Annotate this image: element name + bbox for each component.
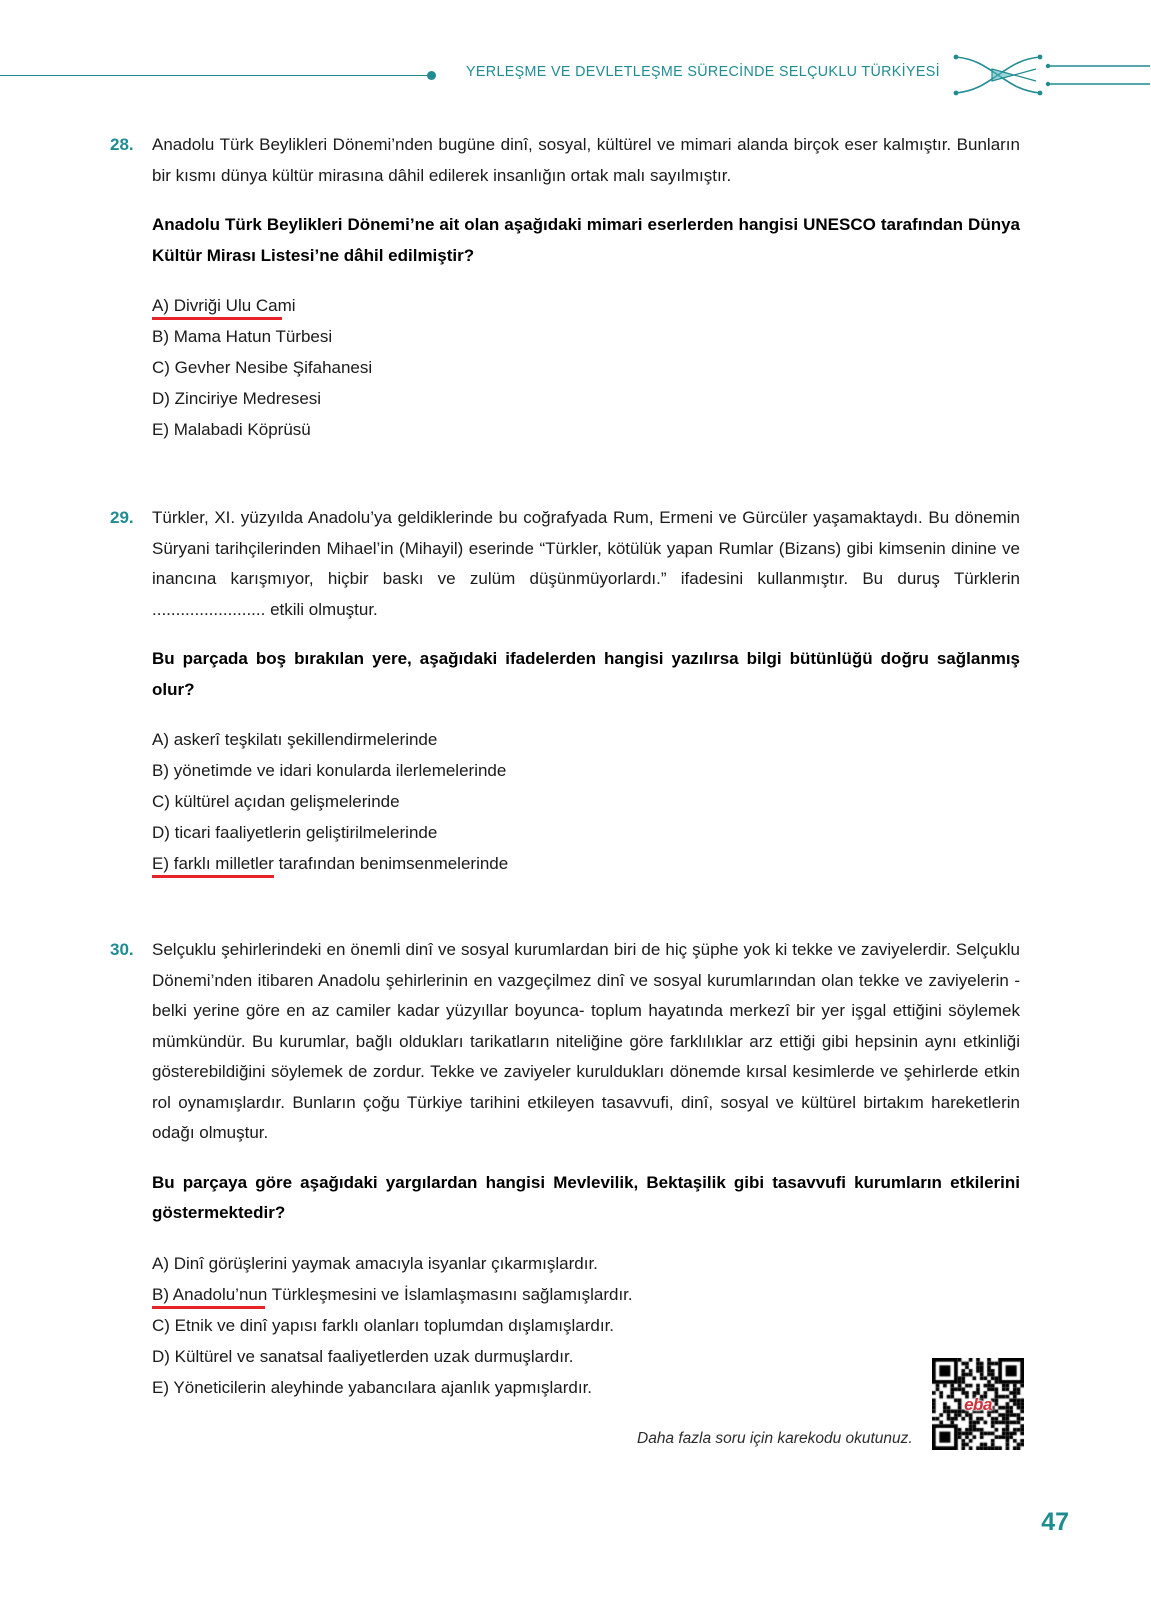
question-28-option-a[interactable]: A) Divriği Ulu Cami	[152, 290, 1020, 321]
question-29-option-e[interactable]: E) farklı milletler tarafından benimsenmelerinde	[152, 848, 1020, 879]
question-spacer-2	[110, 879, 1020, 935]
question-28-option-e[interactable]: E) Malabadi Köprüsü	[152, 420, 311, 439]
question-30-option-c[interactable]: C) Etnik ve dinî yapısı farklı olanları toplumdan dışlamışlardır.	[152, 1315, 615, 1335]
question-28	[110, 130, 1020, 445]
question-29-option-a[interactable]: A) askerî teşkilatı şekillendirmelerinde	[152, 730, 438, 749]
question-28-option-b[interactable]: B) Mama Hatun Türbesi	[152, 327, 333, 346]
question-29-option-b[interactable]: B) yönetimde ve idari konularda ilerlemelerinde	[152, 761, 507, 780]
page-number: 47	[1041, 1508, 1069, 1536]
header-bullet-dot	[427, 71, 436, 80]
question-29	[110, 503, 1020, 879]
question-29-option-c[interactable]: C) kültürel açıdan gelişmelerinde	[152, 792, 400, 811]
qr-brand-logo: eba	[964, 1394, 992, 1414]
question-30-number: 30.	[110, 940, 134, 959]
question-29-options	[152, 724, 1020, 879]
question-30-option-d[interactable]: D) Kültürel ve sanatsal faaliyetlerden uzak durmuşlardır.	[152, 1346, 574, 1366]
question-28-stem: Anadolu Türk Beylikleri Dönemi’nden bugüne dinî, sosyal, kültürel ve mimari alanda birçok eser kalmıştır. Bunların bir kısmı dünya kültür mirasına dâhil edilerek insanlığın ortak malı sayılmıştır.	[152, 135, 1020, 185]
qr-caption: Daha fazla soru için karekodu okutunuz.	[637, 1430, 913, 1447]
question-spacer-1	[110, 445, 1020, 503]
question-30-options	[152, 1248, 1020, 1403]
page-header	[0, 0, 1151, 108]
question-28-prompt: Anadolu Türk Beylikleri Dönemi’ne ait olan aşağıdaki mimari eserlerden hangisi UNESCO tarafından Dünya Kültür Mirası Listesi’ne dâhil edilmiştir?	[152, 215, 1020, 265]
question-29-prompt: Bu parçada boş bırakılan yere, aşağıdaki ifadelerden hangisi yazılırsa bilgi bütünlüğü doğru sağlanmış olur?	[152, 649, 1020, 699]
question-30	[110, 935, 1020, 1403]
question-30-prompt: Bu parçaya göre aşağıdaki yargılardan hangisi Mevlevilik, Bektaşilik gibi tasavvufi kurumların etkilerini göstermektedir?	[152, 1172, 1020, 1222]
question-28-option-c[interactable]: C) Gevher Nesibe Şifahanesi	[152, 358, 373, 377]
question-28-options	[152, 290, 1020, 445]
question-29-option-d[interactable]: D) ticari faaliyetlerin geliştirilmelerinde	[152, 823, 438, 842]
qr-code[interactable]	[932, 1358, 1024, 1450]
question-30-option-e[interactable]: E) Yöneticilerin aleyhinde yabancılara ajanlık yapmışlardır.	[152, 1377, 593, 1397]
question-30-option-a[interactable]: A) Dinî görüşlerini yaymak amacıyla isyanlar çıkarmışlardır.	[152, 1253, 598, 1273]
question-28-number: 28.	[110, 135, 134, 154]
header-rule	[0, 75, 432, 76]
question-28-option-d[interactable]: D) Zinciriye Medresesi	[152, 389, 322, 408]
questions-container	[110, 130, 1020, 1403]
question-30-option-b[interactable]: B) Anadolu’nun Türkleşmesini ve İslamlaşmasını sağlamışlardır.	[152, 1279, 1020, 1310]
header-ornament-icon	[952, 52, 1151, 100]
question-29-stem: Türkler, XI. yüzyılda Anadolu’ya geldiklerinde bu coğrafyada Rum, Ermeni ve Gürcüler yaşamaktaydı. Bu dönemin Süryani tarihçilerinden Mihael’in (Mihayil) eserinde “Türkler, kötülük yapan Rumlar (Bizans) gibi kimsenin dinine ve inancına karışmıyor, hiçbir baskı ve zulüm düşünmüyorlardı.” ifadesini kullanmıştır. Bu duruş Türklerin ........................ etkili olmuştur.	[152, 508, 1020, 619]
header-title: YERLEŞME VE DEVLETLEŞME SÜRECİNDE SELÇUKLU TÜRKİYESİ	[466, 64, 940, 80]
question-30-stem: Selçuklu şehirlerindeki en önemli dinî ve sosyal kurumlardan biri de hiç şüphe yok ki tekke ve zaviyelerdir. Selçuklu Dönemi’nden itibaren Anadolu şehirlerinin en vazgeçilmez dinî ve sosyal kurumlarından olan tekke ve zaviyelerin -belki yerine göre en az camiler kadar yüzyıllar boyunca- toplum hayatında merkezî bir yer işgal ettiğini söylemek mümkündür. Bu kurumlar, bağlı oldukları tarikatların niteliğine göre farklılıklar arz ettiği gibi hepsinin aynı etkinliği gösterebildiğini söylemek de zordur. Tekke ve zaviyeler kuruldukları dönemde kırsal kesimlerde ve şehirlerde etkin rol oynamışlardır. Bunların çoğu Türkiye tarihini etkileyen tasavvufi, dinî, sosyal ve kültürel birtakım hareketlerin odağı olmuştur.	[152, 940, 1020, 1142]
question-29-number: 29.	[110, 508, 134, 527]
